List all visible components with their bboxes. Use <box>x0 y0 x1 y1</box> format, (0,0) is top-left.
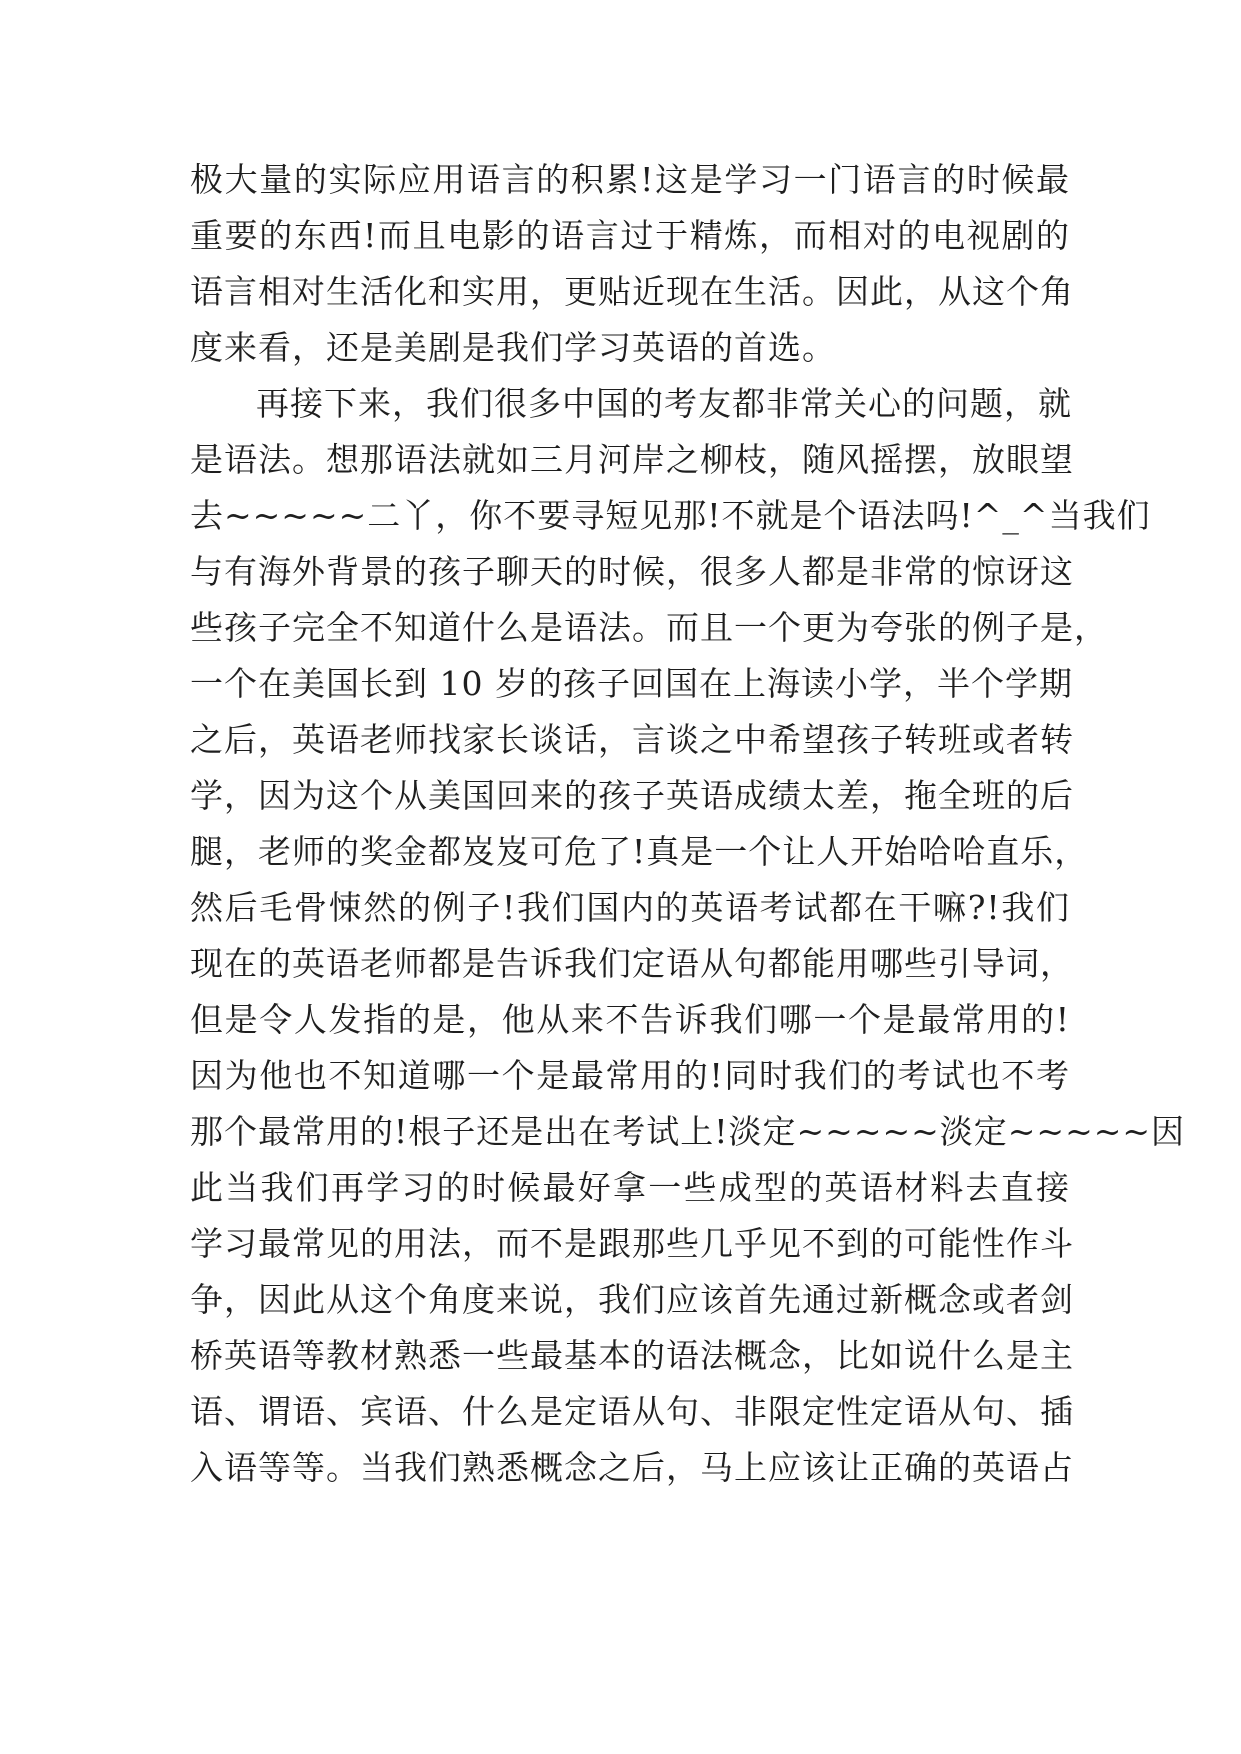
text-line-8: 与有海外背景的孩子聊天的时候，很多人都是非常的惊讶这 <box>190 552 1074 591</box>
text-line-11: 之后，英语老师找家长谈话，言谈之中希望孩子转班或者转 <box>190 720 1074 759</box>
text-line-20: 学习最常见的用法，而不是跟那些几乎见不到的可能性作斗 <box>190 1224 1074 1263</box>
text-line-14: 然后毛骨悚然的例子!我们国内的英语考试都在干嘛?!我们 <box>190 888 1070 927</box>
text-line-2: 重要的东西!而且电影的语言过于精炼，而相对的电视剧的 <box>190 216 1070 255</box>
text-line-6: 是语法。想那语法就如三月河岸之柳枝，随风摇摆，放眼望 <box>190 440 1074 479</box>
text-line-4: 度来看，还是美剧是我们学习英语的首选。 <box>190 328 836 367</box>
text-line-24: 入语等等。当我们熟悉概念之后，马上应该让正确的英语占 <box>190 1448 1074 1487</box>
text-line-1: 极大量的实际应用语言的积累!这是学习一门语言的时候最 <box>190 160 1070 199</box>
text-line-21: 争，因此从这个角度来说，我们应该首先通过新概念或者剑 <box>190 1280 1074 1319</box>
text-line-19: 此当我们再学习的时候最好拿一些成型的英语材料去直接 <box>190 1168 1070 1207</box>
text-line-13: 腿，老师的奖金都岌岌可危了!真是一个让人开始哈哈直乐， <box>190 832 1089 871</box>
text-line-12: 学，因为这个从美国回来的孩子英语成绩太差，拖全班的后 <box>190 776 1074 815</box>
text-line-5: 再接下来，我们很多中国的考友都非常关心的问题，就 <box>256 384 1072 423</box>
text-line-17: 因为他也不知道哪一个是最常用的!同时我们的考试也不考 <box>190 1056 1070 1095</box>
text-line-22: 桥英语等教材熟悉一些最基本的语法概念，比如说什么是主 <box>190 1336 1074 1375</box>
text-line-18: 那个最常用的!根子还是出在考试上!淡定~~~~~淡定~~~~~因 <box>190 1112 1186 1151</box>
text-line-10: 一个在美国长到 10 岁的孩子回国在上海读小学，半个学期 <box>190 664 1073 703</box>
text-line-9: 些孩子完全不知道什么是语法。而且一个更为夸张的例子是， <box>190 608 1108 647</box>
text-line-15: 现在的英语老师都是告诉我们定语从句都能用哪些引导词， <box>190 944 1074 983</box>
text-line-3: 语言相对生活化和实用，更贴近现在生活。因此，从这个角 <box>190 272 1074 311</box>
text-line-23: 语、谓语、宾语、什么是定语从句、非限定性定语从句、插 <box>190 1392 1074 1431</box>
text-line-16: 但是令人发指的是，他从来不告诉我们哪一个是最常用的! <box>190 1000 1070 1039</box>
body-text <box>190 152 1186 1496</box>
text-line-7: 去~~~~~二丫，你不要寻短见那!不就是个语法吗!^_^当我们 <box>190 496 1151 535</box>
